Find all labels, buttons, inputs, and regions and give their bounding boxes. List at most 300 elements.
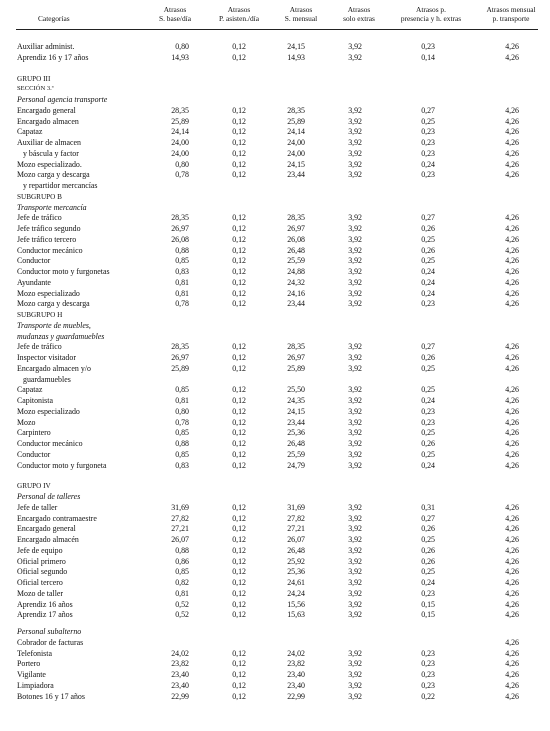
- table-row: [0, 235, 550, 245]
- row-value: 0,88: [175, 439, 189, 448]
- row-value: 3,92: [348, 288, 362, 298]
- row-value: 0,26: [421, 245, 435, 255]
- table-row: [0, 610, 550, 620]
- section-heading: [0, 192, 550, 202]
- row-value: 28,35: [171, 342, 189, 352]
- row-value: 3,92: [348, 267, 362, 276]
- row-value: 0,26: [421, 556, 435, 566]
- row-value: 0,78: [175, 417, 189, 427]
- section-heading: [0, 481, 550, 491]
- row-label: Auxiliar de almacen: [17, 138, 81, 147]
- row-value: 0,26: [421, 224, 435, 233]
- row-label: Oficial tercero: [17, 578, 63, 587]
- row-value: 3,92: [348, 439, 362, 448]
- table-row: [0, 278, 550, 288]
- table-row: [0, 385, 550, 395]
- table-row: [0, 503, 550, 513]
- row-value: 4,26: [505, 545, 519, 555]
- row-value: 0,12: [232, 659, 246, 669]
- row-value: 4,26: [505, 449, 519, 459]
- row-value: 4,26: [505, 406, 519, 416]
- row-value: 3,92: [348, 406, 362, 416]
- row-value: 0,12: [232, 342, 246, 352]
- row-label: Conductor: [17, 256, 51, 266]
- section-heading: [0, 321, 550, 331]
- row-label: y báscula y factor: [23, 148, 79, 158]
- row-value: 4,26: [505, 680, 519, 690]
- row-value: 4,26: [505, 502, 519, 512]
- row-value: 4,26: [505, 224, 519, 233]
- row-value: 3,92: [348, 535, 362, 544]
- row-value: 3,92: [348, 502, 362, 512]
- table-row: [0, 127, 550, 137]
- row-label: Conductor mecánico: [17, 439, 83, 448]
- row-value: 0,88: [175, 245, 189, 255]
- row-value: 0,23: [421, 127, 435, 137]
- row-value: 24,15: [287, 42, 305, 51]
- row-value: 3,92: [348, 42, 362, 51]
- row-value: 24,02: [287, 648, 305, 658]
- row-value: 0,52: [175, 610, 189, 620]
- row-value: 3,92: [348, 105, 362, 115]
- row-value: 25,59: [287, 256, 305, 266]
- row-value: 0,24: [421, 267, 435, 276]
- row-value: 0,25: [421, 234, 435, 244]
- table-row: [0, 659, 550, 669]
- row-value: 3,92: [348, 460, 362, 470]
- section-heading: [0, 492, 550, 502]
- table-row: [0, 428, 550, 438]
- row-value: 25,89: [287, 363, 305, 373]
- row-value: 4,26: [505, 256, 519, 266]
- row-value: 0,82: [175, 578, 189, 587]
- row-value: 0,24: [421, 288, 435, 298]
- row-label: Conductor mecánico: [17, 245, 83, 255]
- row-value: 0,12: [232, 267, 246, 276]
- row-label: Oficial primero: [17, 556, 66, 566]
- row-value: 24,24: [287, 588, 305, 598]
- row-label: Personal agencia transporte: [17, 95, 108, 104]
- row-label: Encargado almacén: [17, 535, 79, 544]
- section-heading: [0, 203, 550, 213]
- row-value: 26,97: [171, 353, 189, 362]
- header-s-mensual: [274, 5, 328, 23]
- row-value: 24,15: [287, 159, 305, 169]
- row-label: Mozo carga y descarga: [17, 170, 90, 180]
- row-value: 0,12: [232, 648, 246, 658]
- row-value: 3,92: [348, 159, 362, 169]
- table-row: [0, 407, 550, 417]
- header-line: Atrasos p.: [416, 5, 446, 14]
- row-value: 0,12: [232, 148, 246, 158]
- table-row: [0, 160, 550, 170]
- row-value: 0,26: [421, 353, 435, 362]
- row-value: 26,97: [171, 224, 189, 233]
- row-value: 0,12: [232, 105, 246, 115]
- table-row: [0, 546, 550, 556]
- row-value: 0,27: [421, 513, 435, 523]
- row-label: Encargado general: [17, 105, 76, 115]
- row-value: 14,93: [171, 52, 189, 62]
- row-value: 4,26: [505, 342, 519, 352]
- row-value: 3,92: [348, 148, 362, 158]
- row-value: 24,15: [287, 406, 305, 416]
- table-row: [0, 106, 550, 116]
- row-label: Capataz: [17, 385, 43, 395]
- table-row: [0, 692, 550, 702]
- row-value: 4,26: [505, 691, 519, 701]
- table-row: [0, 589, 550, 599]
- row-value: 24,61: [287, 578, 305, 587]
- row-value: 0,12: [232, 439, 246, 448]
- row-label: Mozo especializado: [17, 288, 80, 298]
- row-value: 3,92: [348, 170, 362, 180]
- row-label: Encargado almacen: [17, 116, 79, 126]
- row-value: 4,26: [505, 116, 519, 126]
- row-value: 0,24: [421, 578, 435, 587]
- row-value: 0,80: [175, 42, 189, 51]
- row-value: 0,12: [232, 256, 246, 266]
- row-value: 26,97: [287, 224, 305, 233]
- row-value: 4,26: [505, 439, 519, 448]
- table-row: [0, 246, 550, 256]
- row-value: 3,92: [348, 127, 362, 137]
- row-value: 3,92: [348, 52, 362, 62]
- table-row: [0, 681, 550, 691]
- row-value: 0,12: [232, 610, 246, 620]
- row-value: 4,26: [505, 138, 519, 147]
- header-p-transporte: [476, 5, 546, 23]
- row-value: 0,26: [421, 524, 435, 534]
- row-value: 0,12: [232, 213, 246, 223]
- row-value: 24,02: [171, 648, 189, 658]
- row-value: 0,86: [175, 556, 189, 566]
- table-row: [0, 170, 550, 180]
- row-label: Jefe de taller: [17, 502, 58, 512]
- row-value: 0,12: [232, 42, 246, 51]
- row-value: 4,26: [505, 524, 519, 534]
- row-label: Aprendiz 16 y 17 años: [17, 52, 89, 62]
- row-value: 0,80: [175, 159, 189, 169]
- row-value: 0,85: [175, 385, 189, 395]
- row-value: 0,81: [175, 277, 189, 287]
- row-value: 0,83: [175, 460, 189, 470]
- table-row: [0, 578, 550, 588]
- row-value: 4,26: [505, 610, 519, 620]
- row-value: 4,26: [505, 267, 519, 276]
- table-row: [0, 364, 550, 374]
- row-value: 3,92: [348, 691, 362, 701]
- row-value: 25,50: [287, 385, 305, 395]
- table-row: [0, 524, 550, 534]
- row-value: 4,26: [505, 170, 519, 180]
- row-label: Mozo: [17, 417, 36, 427]
- row-value: 4,26: [505, 460, 519, 470]
- row-value: 26,08: [287, 234, 305, 244]
- row-value: 26,97: [287, 353, 305, 362]
- table-row: [0, 53, 550, 63]
- row-value: 3,92: [348, 299, 362, 309]
- row-value: 4,26: [505, 353, 519, 362]
- row-value: 31,69: [171, 502, 189, 512]
- row-value: 3,92: [348, 556, 362, 566]
- row-label: Mozo especializado: [17, 406, 80, 416]
- row-value: 26,07: [171, 535, 189, 544]
- row-value: 0,31: [421, 502, 435, 512]
- row-value: 0,12: [232, 116, 246, 126]
- row-value: 0,15: [421, 610, 435, 620]
- row-value: 0,12: [232, 460, 246, 470]
- row-value: 0,12: [232, 545, 246, 555]
- row-value: 24,79: [287, 460, 305, 470]
- row-label: Conductor: [17, 449, 51, 459]
- row-value: 3,92: [348, 224, 362, 233]
- row-value: 27,21: [287, 524, 305, 534]
- row-value: 0,12: [232, 567, 246, 577]
- row-value: 0,15: [421, 599, 435, 609]
- row-value: 23,40: [287, 670, 305, 679]
- row-value: 4,26: [505, 42, 519, 51]
- row-value: 4,26: [505, 670, 519, 679]
- row-value: 3,92: [348, 567, 362, 577]
- row-value: 0,12: [232, 691, 246, 701]
- row-value: 4,26: [505, 288, 519, 298]
- row-value: 0,23: [421, 138, 435, 147]
- row-value: 22,99: [171, 691, 189, 701]
- row-label: GRUPO IV: [17, 482, 51, 491]
- row-value: 0,23: [421, 299, 435, 309]
- row-value: 0,12: [232, 428, 246, 438]
- table-row: [0, 289, 550, 299]
- row-value: 0,25: [421, 385, 435, 395]
- row-value: 4,26: [505, 659, 519, 669]
- row-value: 4,26: [505, 213, 519, 223]
- row-value: 25,92: [287, 556, 305, 566]
- row-value: 4,26: [505, 299, 519, 309]
- row-value: 0,25: [421, 535, 435, 544]
- table-row: [0, 117, 550, 127]
- row-value: 4,26: [505, 428, 519, 438]
- row-value: 23,82: [287, 659, 305, 669]
- row-value: 0,25: [421, 567, 435, 577]
- row-value: 0,52: [175, 599, 189, 609]
- row-label: Telefonista: [17, 648, 52, 658]
- row-value: 0,23: [421, 417, 435, 427]
- row-value: 27,82: [171, 513, 189, 523]
- row-value: 0,88: [175, 545, 189, 555]
- row-value: 3,92: [348, 513, 362, 523]
- row-value: 23,40: [171, 670, 189, 679]
- row-value: 0,25: [421, 116, 435, 126]
- row-value: 0,12: [232, 127, 246, 137]
- row-value: 4,26: [505, 105, 519, 115]
- row-value: 4,26: [505, 52, 519, 62]
- row-label: Personal subalterno: [17, 627, 82, 636]
- table-row: [0, 638, 550, 648]
- section-heading: [0, 375, 550, 385]
- row-label: Conductor moto y furgoneta: [17, 460, 107, 470]
- row-label: Transporte mercancía: [17, 202, 87, 212]
- row-value: 0,25: [421, 428, 435, 438]
- row-value: 0,25: [421, 449, 435, 459]
- row-label: Capataz: [17, 127, 43, 137]
- row-value: 3,92: [348, 428, 362, 438]
- row-value: 25,89: [171, 116, 189, 126]
- row-label: Vigilante: [17, 670, 46, 679]
- row-label: Jefe de tráfico: [17, 213, 62, 223]
- row-value: 14,93: [287, 52, 305, 62]
- row-label: Conductor moto y furgonetas: [17, 267, 110, 276]
- row-value: 4,26: [505, 567, 519, 577]
- header-line: P. asisten./día: [218, 14, 260, 23]
- header-line: Atrasos: [289, 5, 313, 14]
- row-value: 24,35: [287, 396, 305, 405]
- header-line: Atrasos: [163, 5, 187, 14]
- row-value: 4,26: [505, 535, 519, 544]
- row-value: 27,21: [171, 524, 189, 534]
- section-heading: [0, 627, 550, 637]
- row-value: 15,63: [287, 610, 305, 620]
- row-value: 4,26: [505, 637, 519, 647]
- row-value: 3,92: [348, 588, 362, 598]
- row-value: 0,12: [232, 556, 246, 566]
- row-value: 0,23: [421, 42, 435, 51]
- table-row: [0, 224, 550, 234]
- table-row: [0, 514, 550, 524]
- row-value: 15,56: [287, 599, 305, 609]
- row-value: 3,92: [348, 680, 362, 690]
- table-row: [0, 670, 550, 680]
- row-value: 24,00: [171, 138, 189, 147]
- row-label: Cobrador de facturas: [17, 637, 84, 647]
- section-heading: [0, 84, 550, 94]
- table-row: [0, 450, 550, 460]
- row-value: 0,81: [175, 288, 189, 298]
- row-value: 25,36: [287, 567, 305, 577]
- header-line: Atrasos: [347, 5, 371, 14]
- row-value: 3,92: [348, 342, 362, 352]
- row-value: 0,14: [421, 52, 435, 62]
- row-value: 0,85: [175, 567, 189, 577]
- section-heading: [0, 95, 550, 105]
- row-value: 0,83: [175, 267, 189, 276]
- row-value: 25,59: [287, 449, 305, 459]
- row-value: 4,26: [505, 588, 519, 598]
- row-label: Inspector visitador: [17, 353, 76, 362]
- row-value: 22,99: [287, 691, 305, 701]
- row-value: 0,12: [232, 449, 246, 459]
- row-label: Jefe de tráfico: [17, 342, 62, 352]
- row-value: 24,00: [287, 148, 305, 158]
- row-label: Ayundante: [17, 277, 51, 287]
- row-value: 3,92: [348, 353, 362, 362]
- row-value: 3,92: [348, 256, 362, 266]
- row-value: 0,23: [421, 406, 435, 416]
- row-label: Encargado general: [17, 524, 76, 534]
- row-value: 3,92: [348, 610, 362, 620]
- row-value: 0,23: [421, 588, 435, 598]
- row-value: 0,12: [232, 385, 246, 395]
- row-value: 4,26: [505, 127, 519, 137]
- row-label: Aprendiz 17 años: [17, 610, 73, 620]
- row-value: 0,23: [421, 648, 435, 658]
- header-categorias: [38, 14, 70, 23]
- row-label: SUBGRUPO B: [17, 192, 62, 201]
- row-value: 0,78: [175, 299, 189, 309]
- row-value: 4,26: [505, 599, 519, 609]
- row-label: Jefe de equipo: [17, 545, 63, 555]
- row-value: 0,26: [421, 545, 435, 555]
- row-value: 3,92: [348, 138, 362, 147]
- row-value: 0,12: [232, 588, 246, 598]
- row-value: 0,23: [421, 670, 435, 679]
- row-value: 0,23: [421, 680, 435, 690]
- row-value: 3,92: [348, 648, 362, 658]
- section-heading: [0, 181, 550, 191]
- row-value: 0,25: [421, 363, 435, 373]
- row-value: 0,12: [232, 578, 246, 587]
- row-value: 28,35: [287, 105, 305, 115]
- header-solo-extras: [334, 5, 384, 23]
- header-line: S. base/día: [158, 14, 192, 23]
- row-value: 0,12: [232, 524, 246, 534]
- row-value: 3,92: [348, 116, 362, 126]
- row-value: 0,24: [421, 396, 435, 405]
- row-value: 3,92: [348, 363, 362, 373]
- table-row: [0, 535, 550, 545]
- row-value: 0,12: [232, 234, 246, 244]
- header-line: Atrasos mensual: [486, 5, 536, 14]
- row-value: 0,12: [232, 170, 246, 180]
- row-value: 24,14: [287, 127, 305, 137]
- table-row: [0, 396, 550, 406]
- row-value: 0,12: [232, 396, 246, 405]
- row-value: 0,12: [232, 363, 246, 373]
- row-label: Mozo de taller: [17, 588, 64, 598]
- table-row: [0, 649, 550, 659]
- row-value: 0,24: [421, 460, 435, 470]
- row-value: 3,92: [348, 578, 362, 587]
- row-value: 4,26: [505, 556, 519, 566]
- table-row: [0, 557, 550, 567]
- row-value: 0,12: [232, 288, 246, 298]
- row-value: 3,92: [348, 524, 362, 534]
- row-value: 4,26: [505, 513, 519, 523]
- table-row: [0, 267, 550, 277]
- table-row: [0, 600, 550, 610]
- row-label: y repartidor mercancías: [23, 181, 98, 190]
- row-value: 23,44: [287, 170, 305, 180]
- row-value: 4,26: [505, 148, 519, 158]
- row-value: 26,48: [287, 545, 305, 555]
- row-value: 23,44: [287, 417, 305, 427]
- row-value: 4,26: [505, 396, 519, 405]
- table-row: [0, 138, 550, 148]
- row-value: 0,12: [232, 159, 246, 169]
- row-value: 3,92: [348, 670, 362, 679]
- row-label: Encargado almacen y/o: [17, 363, 91, 373]
- row-label: guardamuebles: [23, 374, 71, 384]
- row-label: Jefe tráfico tercero: [17, 234, 77, 244]
- row-value: 0,12: [232, 535, 246, 544]
- row-value: 3,92: [348, 599, 362, 609]
- row-value: 0,22: [421, 691, 435, 701]
- row-value: 31,69: [287, 502, 305, 512]
- section-heading: [0, 332, 550, 342]
- row-value: 0,12: [232, 599, 246, 609]
- row-value: 4,26: [505, 159, 519, 169]
- header-line: p. transporte: [492, 14, 530, 23]
